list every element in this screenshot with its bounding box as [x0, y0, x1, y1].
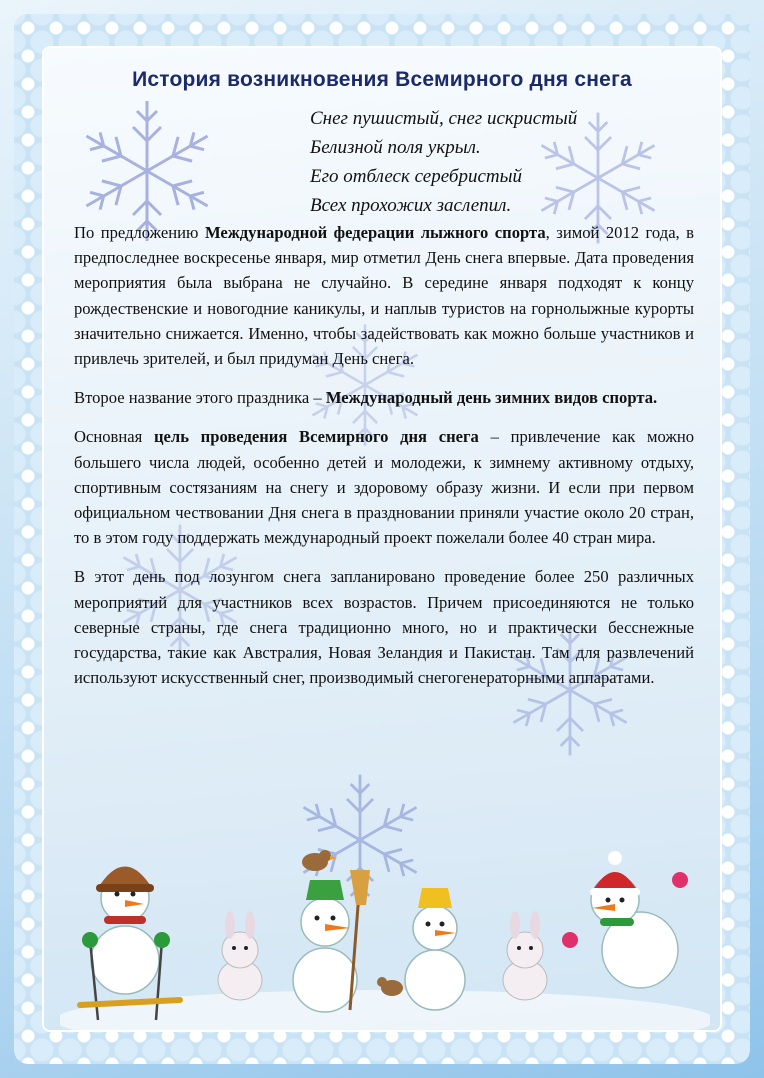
poem-line: Его отблеск серебристый [310, 166, 522, 187]
snowman-icon [562, 851, 688, 988]
bunny-icon [218, 911, 262, 1000]
bold-span: цель проведения Всемирного дня снега [153, 427, 479, 447]
bunny-icon [503, 911, 547, 1000]
paragraph-3 [74, 424, 694, 550]
bold-span: Международной федерации лыжного спорта [204, 223, 546, 242]
text-span: Основная [74, 427, 154, 447]
bird-icon [302, 850, 337, 871]
text-span: По предложению [74, 223, 205, 242]
snowman-icon [405, 888, 465, 1010]
page-title: История возникновения Всемирного дня снега [132, 68, 632, 91]
paragraph-1 [74, 220, 694, 371]
winter-characters-illustration [60, 830, 710, 1030]
paragraph-4: В этот день под лозунгом снега запланировано проведение более 250 различных мероприятий для участников всех возрастов. Причем присоединяются не только северные страны, где снега традиционно много, но и практически бесснежные государства, такие как Австралия, Новая Зеландия и Пакистан. Там для развлечений используют искусственный снег, производимый снегогенераторными аппаратами. [74, 567, 694, 688]
poem [310, 104, 670, 220]
text-span: – привлечение как можно большего числа людей, особенно детей и молодежи, к зимнему активному отдыху, спортивным состязаниям на снегу и здоровому образу жизни. И если при первом официальном чествовании Дня снега в праздновании приняли участие около 20 стран, то в этом году поддержать международный проект пожелали более 40 стран мира. [74, 427, 694, 548]
bold-span: Международный день зимних видов спорта. [325, 388, 658, 408]
article-body [74, 220, 694, 704]
poem-line: Всех прохожих заслепил. [310, 195, 512, 216]
poem-line: Белизной поля укрыл. [310, 137, 481, 158]
paragraph-2 [74, 385, 694, 410]
poem-line: Снег пушистый, снег искристый [310, 108, 578, 129]
text-span: Второе название этого праздника – [74, 388, 326, 408]
text-span: , зимой 2012 года, в предпоследнее воскресенье января, мир отметил День снега впервые. Дата проведения мероприятия была выбрана не случайно. В середине января подходят к концу рождественские и новогодние каникулы, и наплыв туристов на горнолыжные курорты значительно снижается. Именно, чтобы задействовать как можно больше участников и привлечь зрителей, и был придуман День снега. [74, 223, 695, 369]
snowman-icon [80, 867, 180, 1021]
